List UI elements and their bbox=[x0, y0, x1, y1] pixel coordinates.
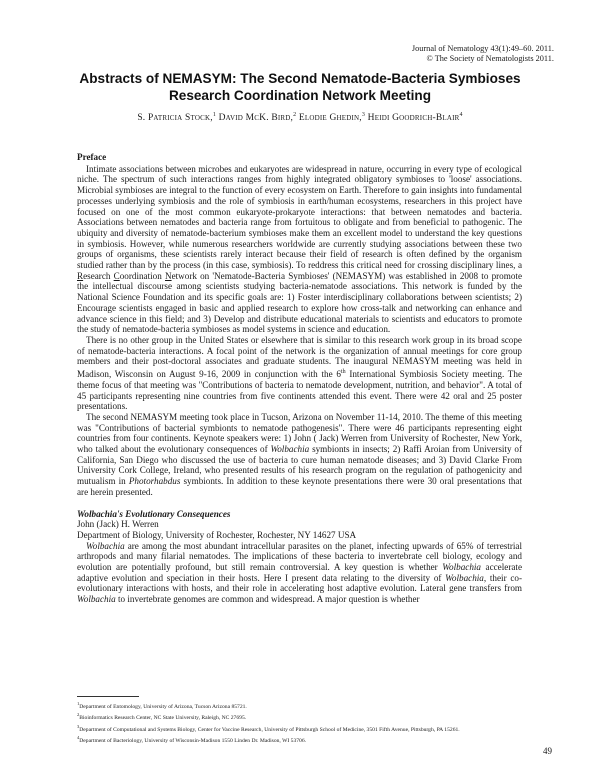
abstract-affiliation: Department of Biology, University of Rochester, Rochester, NY 14627 USA bbox=[77, 529, 357, 540]
genus-name: Wolbachia bbox=[445, 572, 484, 583]
footnote-text: Bioinformatics Research Center, NC State University, Raleigh, NC 27695. bbox=[79, 715, 247, 722]
footnote bbox=[77, 734, 537, 745]
footnote-text: Department of Bacteriology, University of Wisconsin-Madison 1550 Linden Dr. Madison, WI 53706. bbox=[79, 737, 307, 744]
author-affiliation-mark: 3 bbox=[361, 112, 366, 118]
article-title bbox=[60, 70, 540, 104]
rcn-initial: C bbox=[113, 270, 120, 281]
text-run: International Symbiosis Society meeting. The theme focus of that meeting was "Contributions of bacteria to nematode development, nutrition, and behavior". A total of 45 participants representing nine countries from five continents attended this event. There were 42 oral and 25 poster presentations. bbox=[77, 369, 522, 412]
journal-citation bbox=[294, 44, 554, 64]
article-body bbox=[77, 152, 522, 605]
preface-paragraph bbox=[77, 335, 522, 412]
author-affiliation-mark: 2 bbox=[293, 112, 297, 118]
text-run: The second NEMASYM meeting took place in Tucson, Arizona on November 11-14, 2010. The theme of this meeting was "Contributions of bacterial symbionts to nematode pathogenesis". There were 46 participants representing eight countries from four continents. Keynote speakers were: 1) John ( Jack) Werren from University of Rochester, New York, who talked about the evolutionary consequences of bbox=[77, 411, 522, 455]
copyright-line: © The Society of Nematologists 2011. bbox=[426, 54, 554, 63]
journal-citation-line: Journal of Nematology 43(1):49–60. 2011. bbox=[411, 44, 554, 53]
author-name: David McK. Bird, bbox=[218, 113, 294, 124]
text-run: There is no other group in the United States or elsewhere that is similar to this research work group in its broad scope of nematode-bacteria interactions. A focal point of the network is the organization of annual meetings for core group members and their post-doctoral associates and graduate students. The inaugural NEMASYM meeting was held in Madison, Wisconsin on August 9-16, 2009 in conjunction with the 6 bbox=[77, 334, 522, 380]
footnote bbox=[77, 700, 537, 711]
text-run: esearch bbox=[83, 270, 114, 281]
footnotes bbox=[77, 700, 537, 745]
genus-name: Wolbachia bbox=[270, 444, 310, 455]
text-run: oordination bbox=[119, 270, 165, 281]
genus-name: Photorhabdus bbox=[128, 476, 181, 487]
text-run: symbionts. In addition to these keynote presentations there were 30 oral presentations that are herein presented. bbox=[77, 476, 523, 497]
author-name: Elodie Ghedin, bbox=[298, 113, 362, 124]
text-run: accelerate adaptive evolution and speciation in their hosts. Here I present data relating to the diversity of bbox=[77, 562, 522, 583]
title-line-1: Abstracts of NEMASYM: The Second Nematode-Bacteria Symbioses bbox=[79, 71, 521, 86]
rcn-initial: R bbox=[77, 270, 84, 281]
footnote bbox=[77, 711, 537, 722]
genus-name: Wolbachia bbox=[86, 540, 125, 551]
author-name: S. Patricia Stock, bbox=[137, 113, 213, 124]
abstract-paragraph bbox=[77, 541, 522, 605]
rcn-initial: N bbox=[165, 270, 172, 281]
footnote-mark: 1 bbox=[77, 701, 80, 706]
author-affiliation-mark: 4 bbox=[459, 112, 463, 118]
text-run: , their co-evolutionary interactions with hosts, and their role in accelerating host adaptive evolution. Lateral gene transfers from bbox=[77, 572, 523, 594]
abstract-author: John (Jack) H. Werren bbox=[77, 519, 159, 530]
footnote-text: Department of Entomology, University of Arizona, Tucson Arizona 85721. bbox=[79, 703, 247, 710]
footnote bbox=[77, 723, 537, 734]
text-run: etwork bbox=[171, 270, 197, 281]
text-run: 's Evolutionary Consequences bbox=[116, 508, 231, 519]
preface-heading: Preface bbox=[77, 152, 107, 162]
title-line-2: Research Coordination Network Meeting bbox=[168, 88, 432, 103]
footnote-text: Department of Computational and Systems Biology, Center for Vaccine Research, University of Pittsburgh School of Medicine, 3501 Fifth Avenue, Pittsburgh, PA 15261. bbox=[79, 726, 460, 733]
page-number: 49 bbox=[543, 746, 552, 756]
abstract-heading bbox=[77, 509, 522, 520]
footnote-divider bbox=[77, 696, 139, 697]
author-list bbox=[60, 112, 540, 123]
superscript: th bbox=[340, 369, 346, 376]
text-run: Intimate associations between microbes and eukaryotes are widespread in nature, occurring in every type of ecological niche. The spectrum of such interactions ranges from highly integrated obligatory symbioses to 'loose' associations. Microbial symbioses are integral to the function of every ecosystem on Earth. Therefore to gain insights into fundamental processes underlying symbiosis and the role of symbiosis in earth/human ecosystems, researchers in this project have focused on one of the most common eukaryote-prokaryote interactions: that between nematodes and bacteria. Associations between nematodes and bacteria range from fortuitous to obligate and from beneficial to pathogenic. The ubiquity and diversity of nematode-bacterium symbioses make them an excellent model to understand the key questions in symbiosis. However, while numerous researchers worldwide are currently studying associations between these two groups of organisms, these scientists rarely interact because their field of research is often defined by the organism studied rather than by the process (in this case, symbiosis). To reddress this critical need for crossing disciplinary lines, a bbox=[77, 163, 522, 271]
text-run: on 'Nematode-Bacteria Symbioses' (NEMASYM) was established in 2008 to promote the intellectual discourse among scientists studying bacteria-nematode associations. This network is funded by the National Science Foundation and its specific goals are: 1) Foster interdisciplinary collaborations between scientists; 2) Encourage scientists engaged in basic and applied research to explore how cross-talk and networking can enhance and advance science in this field; and 3) Develop and distribute educational materials to scientists and educators to promote the study of nematode-bacteria symbioses as model systems in science and education. bbox=[77, 270, 522, 335]
author-name: Heidi Goodrich-Blair bbox=[367, 113, 460, 124]
footnote-mark: 2 bbox=[77, 712, 80, 718]
preface-paragraph bbox=[77, 164, 522, 335]
genus-name: Wolbachia bbox=[77, 508, 117, 519]
footnote-mark: 4 bbox=[77, 735, 80, 741]
text-run: symbionts in insects; 2) Raffi Aroian from University of California, San Diego who discussed the use of bacteria to cure human nematode diseases; and 3) David Clarke From University Cork College, Ireland, who presented results of his research program on the regulation of pathogenicity and mutualism in bbox=[77, 444, 522, 487]
text-run: to invertebrate genomes are common and widespread. A major question is whether bbox=[115, 594, 420, 605]
genus-name: Wolbachia bbox=[442, 562, 481, 573]
footnote-mark: 3 bbox=[77, 723, 80, 729]
text-run: are among the most abundant intracellular parasites on the planet, infecting upwards of 65% of terrestrial arthropods and many filarial nematodes. The implications of these bacteria to invertebrate cell biology, ecology and evolution are potentially profound, but still remain controversial. A key question is whether bbox=[77, 540, 522, 573]
genus-name: Wolbachia bbox=[77, 594, 116, 605]
author-affiliation-mark: 1 bbox=[212, 112, 217, 118]
preface-paragraph bbox=[77, 412, 522, 498]
